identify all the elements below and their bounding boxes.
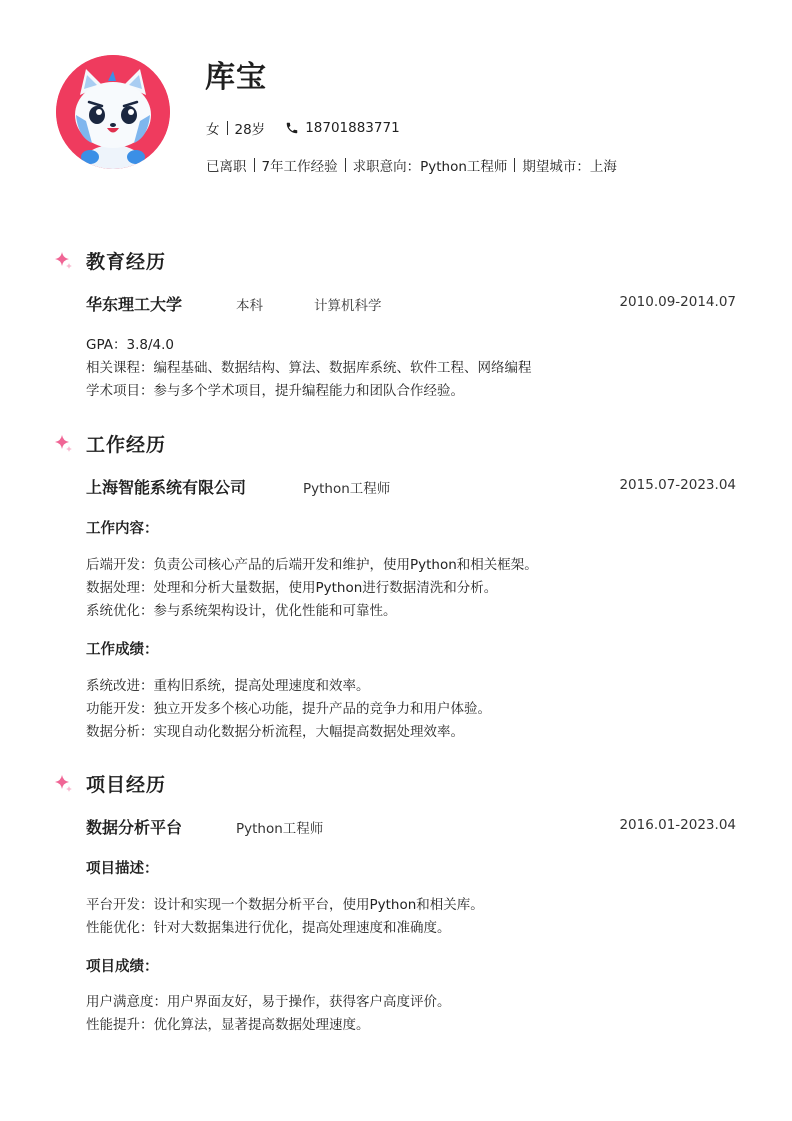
- education-line: 相关课程：编程基础、数据结构、算法、数据库系统、软件工程、网络编程: [86, 360, 532, 376]
- section-title: 工作经历: [86, 434, 167, 456]
- project-results-line: 性能提升：优化算法，显著提高数据处理速度。: [86, 1017, 370, 1033]
- work-experience: 7年工作经验: [261, 159, 338, 175]
- job-intention: 求职意向：Python工程师: [352, 159, 508, 175]
- work-date: 2015.07-2023.04: [619, 477, 736, 493]
- section-title: 项目经历: [86, 774, 167, 796]
- work-section-header: [54, 430, 166, 457]
- sparkle-icon: [54, 774, 74, 794]
- work-content-line: 数据处理：处理和分析大量数据，使用Python进行数据清洗和分析。: [86, 580, 498, 596]
- degree: 本科: [236, 298, 263, 314]
- company-name: 上海智能系统有限公司: [86, 478, 247, 497]
- education-line: GPA：3.8/4.0: [86, 337, 174, 353]
- project-results-heading: 项目成绩：: [86, 959, 159, 975]
- school-name: 华东理工大学: [86, 295, 183, 314]
- work-entry-header: [86, 475, 736, 499]
- project-results-line: 用户满意度：用户界面友好，易于操作，获得客户高度评价。: [86, 994, 451, 1010]
- work-results-line: 系统改进：重构旧系统，提高处理速度和效率。: [86, 678, 370, 694]
- project-role: Python工程师: [236, 821, 324, 837]
- work-content-heading: 工作内容：: [86, 521, 159, 537]
- work-content-line: 系统优化：参与系统架构设计，优化性能和可靠性。: [86, 603, 397, 619]
- job-status-line: [206, 155, 617, 175]
- project-date: 2016.01-2023.04: [619, 817, 736, 833]
- work-content-line: 后端开发：负责公司核心产品的后端开发和维护，使用Python和相关框架。: [86, 557, 538, 573]
- education-line: 学术项目：参与多个学术项目，提升编程能力和团队合作经验。: [86, 383, 464, 399]
- expected-city: 期望城市：上海: [522, 159, 617, 175]
- divider: [514, 158, 515, 172]
- cat-mascot-icon: [56, 55, 170, 169]
- employment-status: 已离职: [206, 159, 247, 175]
- work-results-line: 数据分析：实现自动化数据分析流程，大幅提高数据处理效率。: [86, 724, 464, 740]
- project-desc-line: 平台开发：设计和实现一个数据分析平台，使用Python和相关库。: [86, 897, 484, 913]
- phone-icon: [285, 121, 299, 135]
- job-role: Python工程师: [303, 481, 391, 497]
- project-name: 数据分析平台: [86, 818, 183, 837]
- divider: [254, 158, 255, 172]
- avatar: [56, 55, 170, 169]
- project-entry-header: [86, 815, 736, 839]
- section-title: 教育经历: [86, 251, 167, 273]
- work-results-heading: 工作成绩：: [86, 642, 159, 658]
- project-desc-heading: 项目描述：: [86, 861, 159, 877]
- age: 28岁: [234, 122, 266, 138]
- major: 计算机科学: [314, 298, 382, 314]
- project-section-header: [54, 770, 166, 797]
- work-results-line: 功能开发：独立开发多个核心功能，提升产品的竞争力和用户体验。: [86, 701, 491, 717]
- education-section-header: [54, 247, 166, 274]
- candidate-name: 库宝: [205, 60, 267, 95]
- sparkle-icon: [54, 251, 74, 271]
- sparkle-icon: [54, 434, 74, 454]
- basic-info-line: [206, 118, 400, 138]
- education-entry-header: [86, 292, 736, 316]
- divider: [345, 158, 346, 172]
- education-date: 2010.09-2014.07: [619, 294, 736, 310]
- divider: [227, 121, 228, 135]
- project-desc-line: 性能优化：针对大数据集进行优化，提高处理速度和准确度。: [86, 920, 451, 936]
- phone-number: 18701883771: [305, 120, 400, 136]
- gender: 女: [206, 122, 220, 138]
